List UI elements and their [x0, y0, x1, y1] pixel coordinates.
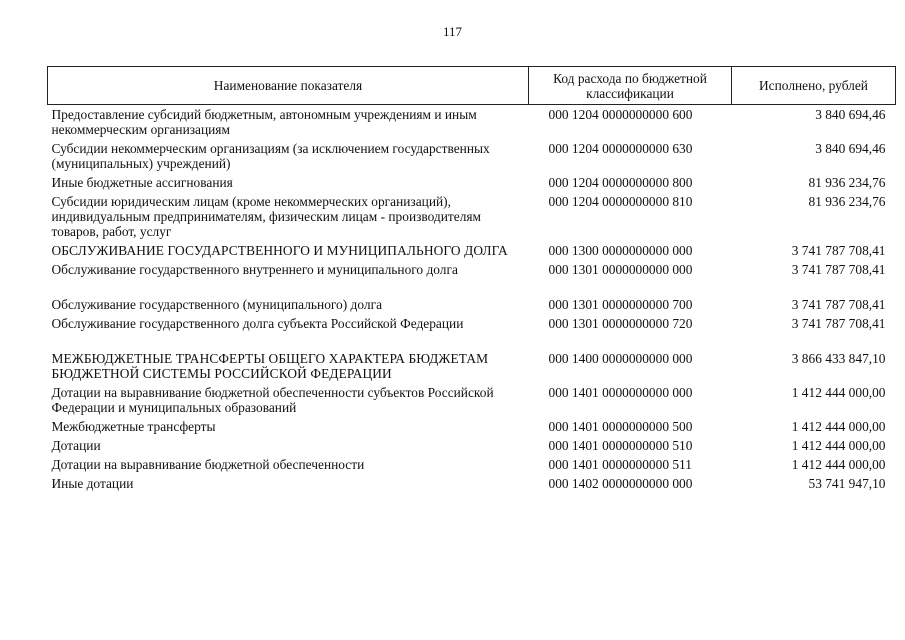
header-executed-amount: Исполнено, рублей: [732, 67, 896, 105]
row-amount: 3 741 787 708,41: [791, 243, 886, 258]
row-name: Предоставление субсидий бюджетным, автономным учреждениям и иным некоммерческим организациям: [51, 107, 477, 137]
row-code: 000 1401 0000000000 000: [548, 385, 693, 400]
row-amount: 1 412 444 000,00: [791, 438, 886, 453]
row-code: 000 1402 0000000000 000: [548, 476, 693, 491]
row-name: Обслуживание государственного (муниципального) долга: [51, 297, 383, 312]
table-row: [48, 314, 896, 333]
row-code: 000 1301 0000000000 720: [548, 316, 693, 331]
row-amount: 53 741 947,10: [808, 476, 886, 491]
budget-table: [47, 66, 896, 493]
row-amount: 3 741 787 708,41: [791, 297, 886, 312]
table-row: [48, 260, 896, 279]
row-name: Субсидии некоммерческим организациям (за исключением государственных (муниципальных) учреждений): [51, 141, 490, 171]
row-amount: 1 412 444 000,00: [791, 419, 886, 434]
row-code: 000 1204 0000000000 600: [548, 107, 693, 122]
row-amount: 3 866 433 847,10: [791, 351, 886, 366]
row-name: Субсидии юридическим лицам (кроме некоммерческих организаций), индивидуальным предпринимателям, физическим лицам - производителям товаров, работ, услуг: [51, 194, 482, 239]
table-row: [48, 192, 896, 241]
table-row: [48, 333, 896, 383]
header-indicator-name: Наименование показателя: [48, 67, 529, 105]
table-row: [48, 383, 896, 417]
table-row: [48, 417, 896, 436]
row-code: 000 1204 0000000000 810: [548, 194, 693, 209]
row-name: Межбюджетные трансферты: [51, 419, 216, 434]
row-name: МЕЖБЮДЖЕТНЫЕ ТРАНСФЕРТЫ ОБЩЕГО ХАРАКТЕРА БЮДЖЕТАМ БЮДЖЕТНОЙ СИСТЕМЫ РОССИЙСКОЙ ФЕДЕРАЦИИ: [51, 351, 489, 381]
row-name: Иные бюджетные ассигнования: [51, 175, 233, 190]
row-amount: 3 741 787 708,41: [791, 316, 886, 331]
row-name: Иные дотации: [51, 476, 134, 491]
table-row: [48, 241, 896, 260]
row-code: 000 1301 0000000000 700: [548, 297, 693, 312]
row-name: Обслуживание государственного внутреннего и муниципального долга: [51, 262, 458, 277]
row-name: Обслуживание государственного долга субъекта Российской Федерации: [51, 316, 464, 331]
header-expense-code: Код расхода по бюджетной классификации: [529, 67, 732, 105]
row-amount: 1 412 444 000,00: [791, 457, 886, 472]
table-row: [48, 436, 896, 455]
row-amount: 3 741 787 708,41: [791, 262, 886, 277]
table-row: [48, 279, 896, 314]
table-row: [48, 455, 896, 474]
row-code: 000 1301 0000000000 000: [548, 262, 693, 277]
row-code: 000 1400 0000000000 000: [548, 351, 693, 366]
page-number: 117: [442, 24, 463, 39]
row-code: 000 1401 0000000000 500: [548, 419, 693, 434]
row-name: Дотации на выравнивание бюджетной обеспеченности: [51, 457, 365, 472]
row-code: 000 1204 0000000000 800: [548, 175, 693, 190]
table-row: [48, 173, 896, 192]
row-amount: 81 936 234,76: [808, 194, 886, 209]
row-code: 000 1300 0000000000 000: [548, 243, 693, 258]
row-name: ОБСЛУЖИВАНИЕ ГОСУДАРСТВЕННОГО И МУНИЦИПАЛЬНОГО ДОЛГА: [51, 243, 508, 258]
row-name: Дотации: [51, 438, 101, 453]
row-code: 000 1401 0000000000 511: [548, 457, 692, 472]
row-name: Дотации на выравнивание бюджетной обеспеченности субъектов Российской Федерации и муниципальных образований: [51, 385, 494, 415]
row-amount: 3 840 694,46: [815, 107, 886, 122]
row-code: 000 1204 0000000000 630: [548, 141, 693, 156]
table-row: [48, 139, 896, 173]
row-amount: 3 840 694,46: [815, 141, 886, 156]
row-amount: 1 412 444 000,00: [791, 385, 886, 400]
row-code: 000 1401 0000000000 510: [548, 438, 693, 453]
table-header-row: [48, 67, 896, 105]
table-row: [48, 474, 896, 493]
table-row: [48, 105, 896, 140]
row-amount: 81 936 234,76: [808, 175, 886, 190]
